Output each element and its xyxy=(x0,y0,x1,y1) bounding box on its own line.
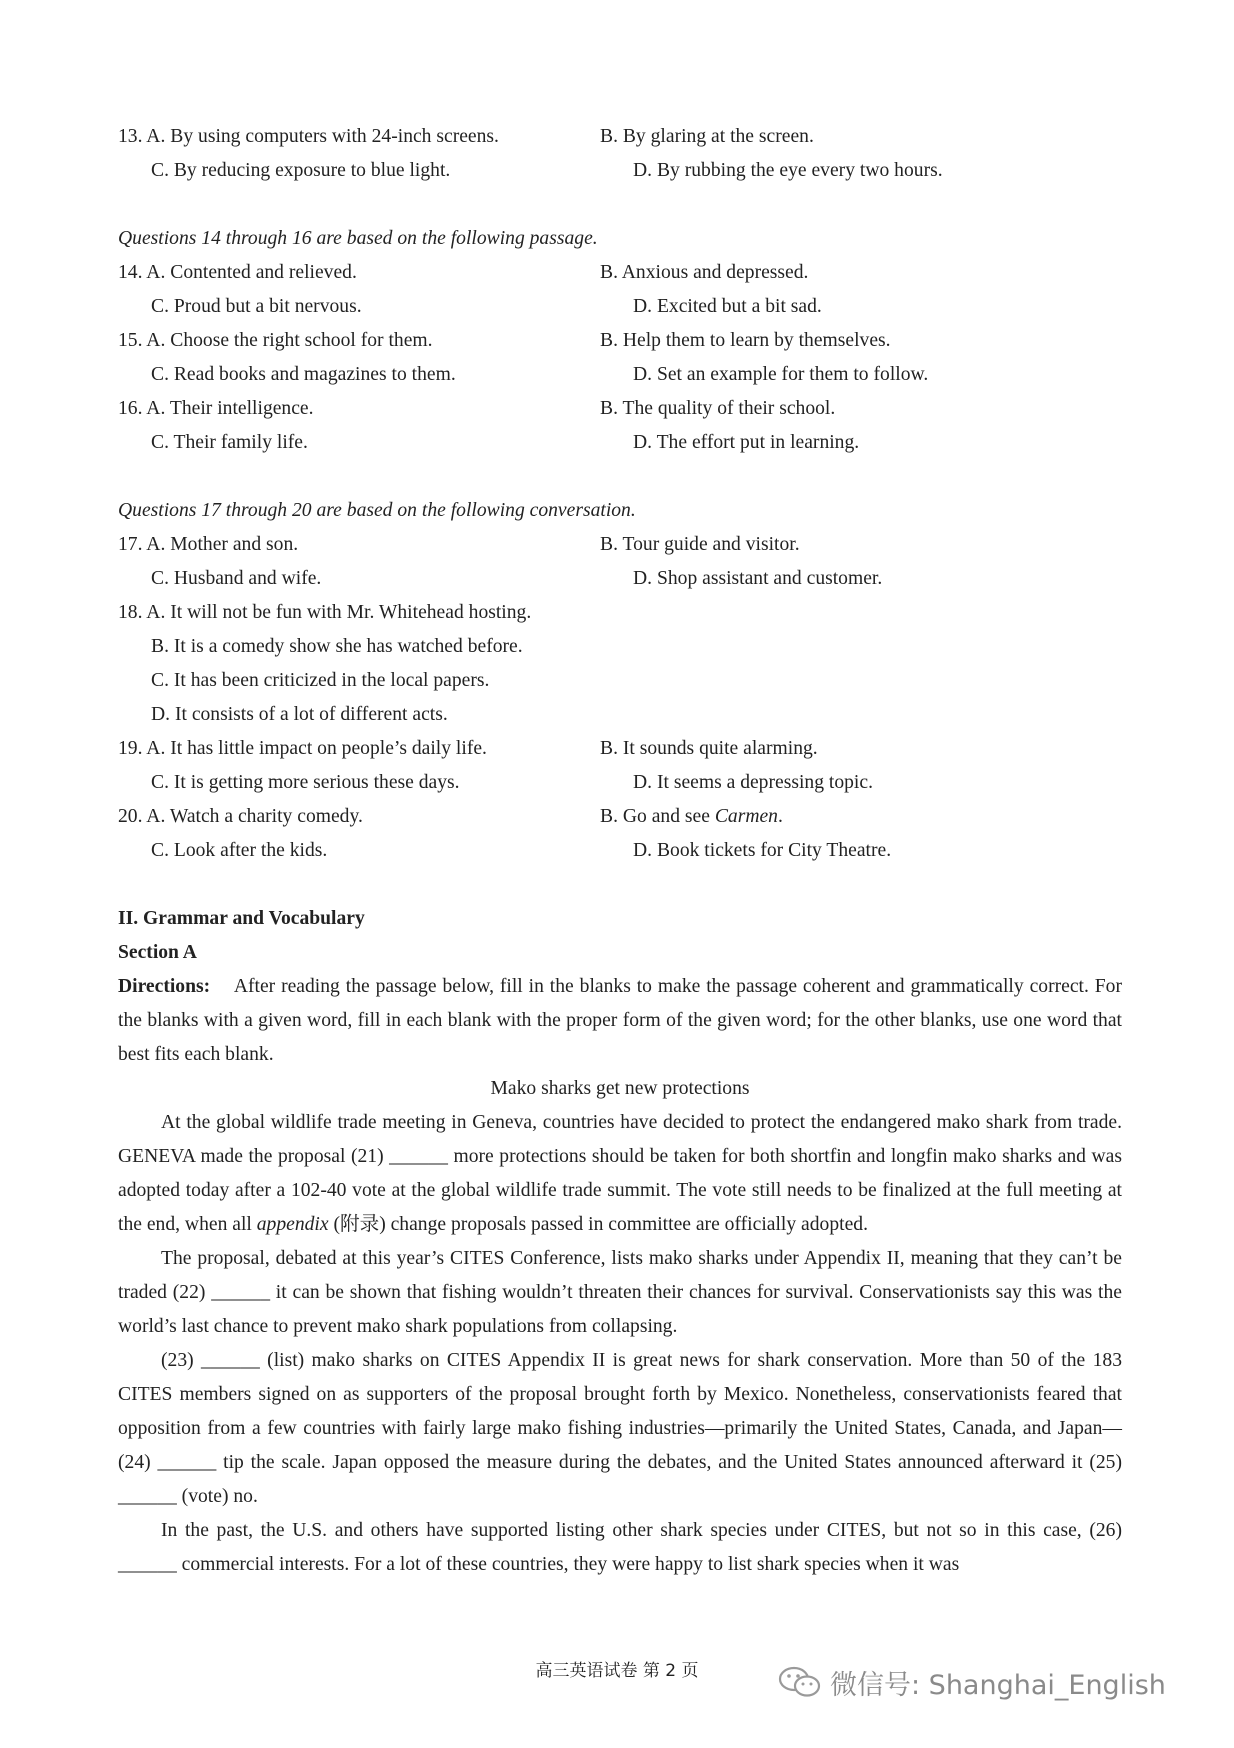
question-14-row-1 xyxy=(118,256,1122,290)
q14-option-a: 14. A. Contented and relieved. xyxy=(118,262,357,283)
q17-option-a: 17. A. Mother and son. xyxy=(118,534,299,555)
question-14-row-2 xyxy=(118,290,1122,324)
question-18-row-a xyxy=(118,596,1122,630)
section-heading: II. Grammar and Vocabulary xyxy=(118,908,365,929)
question-13-row-1 xyxy=(118,120,1122,154)
q15-option-a: 15. A. Choose the right school for them. xyxy=(118,330,433,351)
q19-option-b: B. It sounds quite alarming. xyxy=(600,738,818,759)
question-17-row-2 xyxy=(118,562,1122,596)
question-13-row-2 xyxy=(118,154,1122,188)
q19-option-c: C. It is getting more serious these days. xyxy=(151,772,460,793)
q20-option-a: 20. A. Watch a charity comedy. xyxy=(118,806,363,827)
q14-option-c: C. Proud but a bit nervous. xyxy=(151,296,362,317)
question-20-row-2 xyxy=(118,834,1122,868)
question-15-row-1 xyxy=(118,324,1122,358)
question-15-row-2 xyxy=(118,358,1122,392)
q20-option-d: D. Book tickets for City Theatre. xyxy=(633,840,892,861)
watermark-text: 微信号: Shanghai_English xyxy=(830,1669,1166,1701)
instruction-17-20: Questions 17 through 20 are based on the following conversation. xyxy=(118,500,636,521)
q15-option-d: D. Set an example for them to follow. xyxy=(633,364,929,385)
q16-option-c: C. Their family life. xyxy=(151,432,308,453)
paragraph-3: (23) ______ (list) mako sharks on CITES Appendix II is great news for shark conservation. More than 50 of the 183 CITES members signed on as supporters of the proposal brought forth by Mexico. Nonetheless, conservationists feared that opposition from a few countries with fairly large mako fishing industries—primarily the United States, Canada, and Japan—(24) ______ tip the scale. Japan opposed the measure during the debates, and the United States announced afterward it (25) ______ (vote) no. xyxy=(118,1350,1122,1507)
directions-text: After reading the passage below, fill in the blanks to make the passage coherent and grammatically correct. For the blanks with a given word, fill in each blank with the proper form of the given word; for the other blanks, use one word that best fits each blank. xyxy=(118,976,1122,1065)
q18-option-c: C. It has been criticized in the local papers. xyxy=(151,670,490,691)
question-20-row-1 xyxy=(118,800,1122,834)
q17-option-b: B. Tour guide and visitor. xyxy=(600,534,800,555)
q19-option-a: 19. A. It has little impact on people’s daily life. xyxy=(118,738,487,759)
q13-option-b: B. By glaring at the screen. xyxy=(600,126,814,147)
question-16-row-2 xyxy=(118,426,1122,460)
q16-option-a: 16. A. Their intelligence. xyxy=(118,398,314,419)
directions-label: Directions: xyxy=(118,976,211,997)
watermark xyxy=(778,1662,1166,1702)
appendix-term: appendix xyxy=(256,1214,329,1235)
q16-option-b: B. The quality of their school. xyxy=(600,398,836,419)
instruction-14-16: Questions 14 through 16 are based on the following passage. xyxy=(118,228,598,249)
q18-option-a: 18. A. It will not be fun with Mr. Whitehead hosting. xyxy=(118,602,532,623)
question-18-row-b xyxy=(118,630,1122,664)
question-17-row-1 xyxy=(118,528,1122,562)
q20-option-b-title: Carmen xyxy=(714,806,778,827)
paragraph-2: The proposal, debated at this year’s CITES Conference, lists mako sharks under Appendix II, meaning that they can’t be traded (22) ______ it can be shown that fishing wouldn’t threaten their chances for survival. Conservationists say this was the world’s last chance to prevent mako shark populations from collapsing. xyxy=(118,1248,1122,1337)
q20-option-c: C. Look after the kids. xyxy=(151,840,328,861)
q17-option-c: C. Husband and wife. xyxy=(151,568,322,589)
q18-option-b: B. It is a comedy show she has watched before. xyxy=(151,636,523,657)
wechat-icon xyxy=(778,1664,822,1700)
passage-title: Mako sharks get new protections xyxy=(490,1078,750,1099)
q14-option-b: B. Anxious and depressed. xyxy=(600,262,809,283)
page-footer: 高三英语试卷 第 2 页 xyxy=(535,1661,699,1681)
question-19-row-1 xyxy=(118,732,1122,766)
q15-option-c: C. Read books and magazines to them. xyxy=(151,364,456,385)
question-18-row-c xyxy=(118,664,1122,698)
section-a-heading: Section A xyxy=(118,942,197,963)
q17-option-d: D. Shop assistant and customer. xyxy=(633,568,883,589)
q13-option-d: D. By rubbing the eye every two hours. xyxy=(633,160,943,181)
q18-option-d: D. It consists of a lot of different acts. xyxy=(151,704,448,725)
q19-option-d: D. It seems a depressing topic. xyxy=(633,772,873,793)
directions xyxy=(118,970,1122,1072)
exam-page xyxy=(118,120,1122,1582)
question-19-row-2 xyxy=(118,766,1122,800)
paragraph-1: At the global wildlife trade meeting in Geneva, countries have decided to protect the endangered mako shark from trade. GENEVA made the proposal (21) ______ more protections should be taken for both shortfin and longfin mako sharks and was adopted today after a 102-40 vote at the global wildlife trade summit. The vote still needs to be finalized at the full meeting at the end, when all appendix (附录) change proposals passed in committee are officially adopted. xyxy=(118,1112,1122,1235)
question-18-row-d xyxy=(118,698,1122,732)
q13-option-c: C. By reducing exposure to blue light. xyxy=(151,160,451,181)
q13-option-a: 13. A. By using computers with 24-inch screens. xyxy=(118,126,499,147)
q15-option-b: B. Help them to learn by themselves. xyxy=(600,330,891,351)
question-16-row-1 xyxy=(118,392,1122,426)
q16-option-d: D. The effort put in learning. xyxy=(633,432,860,453)
q20-option-b: B. Go and see Carmen. xyxy=(600,806,783,827)
q14-option-d: D. Excited but a bit sad. xyxy=(633,296,822,317)
paragraph-4: In the past, the U.S. and others have supported listing other shark species under CITES, but not so in this case, (26) ______ commercial interests. For a lot of these countries, they were happy to list shark species when it was xyxy=(118,1520,1122,1575)
